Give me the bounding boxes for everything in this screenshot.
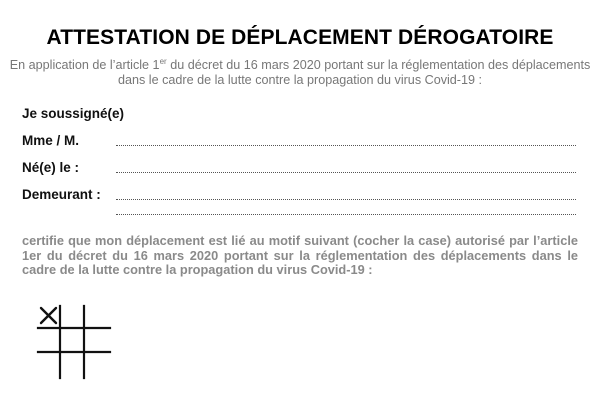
- name-label: Mme / M.: [22, 133, 80, 148]
- birth-field[interactable]: [116, 172, 576, 173]
- intro-text-end: du décret du 16 mars 2020 portant sur la réglementation des déplacements dans le cadre de la lutte contre la propagation du virus Covid-19 :: [117, 58, 591, 87]
- address-field-line-2[interactable]: [116, 214, 576, 215]
- birth-label: Né(e) le :: [22, 160, 80, 175]
- document-title: ATTESTATION DE DÉPLACEMENT DÉROGATOIRE: [46, 26, 554, 49]
- soussigne-label: Je soussigné(e): [22, 106, 125, 121]
- x-mark-icon: [41, 308, 56, 323]
- address-label: Demeurant :: [22, 187, 101, 202]
- name-field[interactable]: [116, 145, 576, 146]
- checkbox-grid[interactable]: [34, 302, 114, 382]
- certify-text: certifie que mon déplacement est lié au motif suivant (cocher la case) autorisé par l’article 1er du décret du 16 mars 2020 portant sur la réglementation des déplacements dans le cadre de la lutte contre la propagation du virus Covid-19 :: [22, 233, 578, 277]
- intro-text-start: En application de l’article 1: [9, 58, 160, 72]
- address-field-line-1[interactable]: [116, 199, 576, 200]
- intro-superscript: er: [159, 57, 167, 66]
- intro-text: [0, 58, 600, 88]
